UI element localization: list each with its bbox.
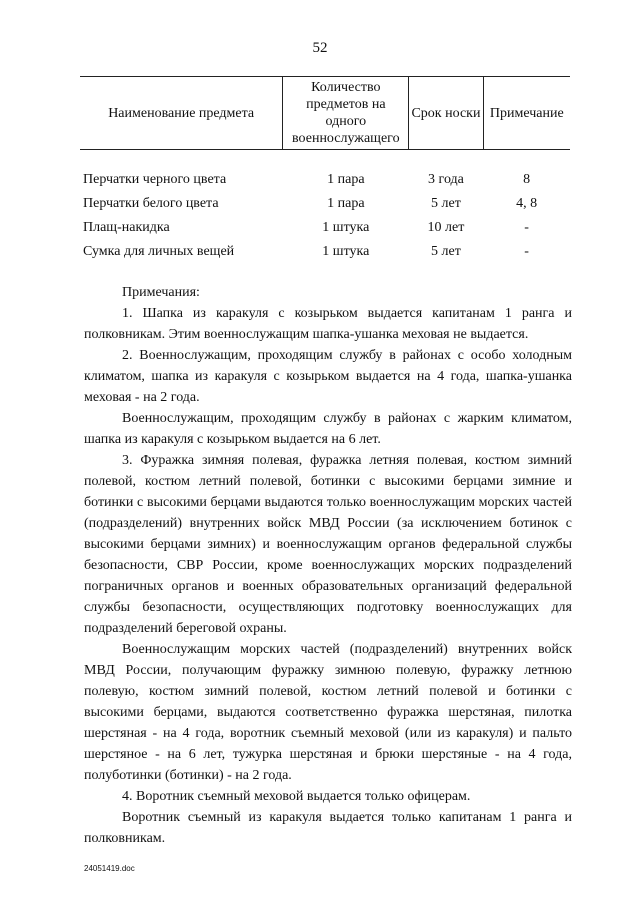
item-name: Сумка для личных вещей xyxy=(83,244,235,259)
items-table xyxy=(80,76,570,264)
item-note: 4, 8 xyxy=(516,196,538,211)
item-term: 3 года xyxy=(428,172,464,187)
item-quantity: 1 пара xyxy=(327,172,365,187)
note-paragraph: 3. Фуражка зимняя полевая, фуражка летняя полевая, костюм зимний полевой, костюм летний полевой, ботинки с высокими берцами зимние и ботинки с высокими берцами выдаются только военнослужащим морских частей (подразделений) внутренних войск МВД России (за исключением ботинок с высокими берцами зимних) и военнослужащим органов федеральной службы безопасности, СВР России, кроме военнослужащих морских подразделений пограничных органов и военных образовательных организаций федеральной службы безопасности, осуществляющих подготовку военнослужащих для подразделений береговой охраны. xyxy=(84,453,572,636)
item-note: - xyxy=(524,220,529,235)
document-filename: 24051419.doc xyxy=(84,864,135,873)
item-quantity: 1 штука xyxy=(322,220,370,235)
note-paragraph: Военнослужащим морских частей (подразделений) внутренних войск МВД России, получающим фуражку зимнюю полевую, фуражку летнюю полевую, костюм зимний полевой, костюм летний полевой и ботинки с высокими берцами, выдаются соответственно фуражка шерстяная, пилотка шерстяная - на 4 года, воротник съемный меховой (или из каракуля) и пальто шерстяное - на 6 лет, тужурка шерстяная и брюки шерстяные - на 4 года, полуботинки (ботинки) - на 2 года. xyxy=(84,642,572,783)
table-row xyxy=(80,168,570,192)
note-paragraph: Воротник съемный из каракуля выдается только капитанам 1 ранга и полковникам. xyxy=(84,810,572,846)
note-paragraph: Военнослужащим, проходящим службу в районах с жарким климатом, шапка из каракуля с козырьком выдается на 6 лет. xyxy=(84,411,572,447)
header-wear-term: Срок носки xyxy=(409,77,483,150)
item-note: - xyxy=(524,244,529,259)
table-header-row xyxy=(80,77,570,150)
header-quantity: Количество предметов на одного военнослужащего xyxy=(283,77,409,150)
table-row xyxy=(80,216,570,240)
item-quantity: 1 пара xyxy=(327,196,365,211)
item-term: 5 лет xyxy=(431,196,461,211)
item-term: 10 лет xyxy=(427,220,465,235)
item-name: Перчатки белого цвета xyxy=(83,196,219,211)
item-name: Плащ-накидка xyxy=(83,220,170,235)
header-note: Примечание xyxy=(483,77,570,150)
note-paragraph: 4. Воротник съемный меховой выдается только офицерам. xyxy=(122,789,471,804)
table-row xyxy=(80,240,570,264)
notes-heading: Примечания: xyxy=(122,285,200,300)
item-term: 5 лет xyxy=(431,244,461,259)
item-name: Перчатки черного цвета xyxy=(83,172,227,187)
notes-section xyxy=(84,282,572,849)
header-item-name: Наименование предмета xyxy=(80,77,283,150)
item-quantity: 1 штука xyxy=(322,244,370,259)
table-row xyxy=(80,192,570,216)
item-note: 8 xyxy=(523,172,531,187)
note-paragraph: 1. Шапка из каракуля с козырьком выдается капитанам 1 ранга и полковникам. Этим военнослужащим шапка-ушанка меховая не выдается. xyxy=(84,306,572,342)
page-number: 52 xyxy=(312,40,328,56)
note-paragraph: 2. Военнослужащим, проходящим службу в районах с особо холодным климатом, шапка из каракуля с козырьком выдается на 4 года, шапка-ушанка меховая - на 2 года. xyxy=(84,348,572,405)
